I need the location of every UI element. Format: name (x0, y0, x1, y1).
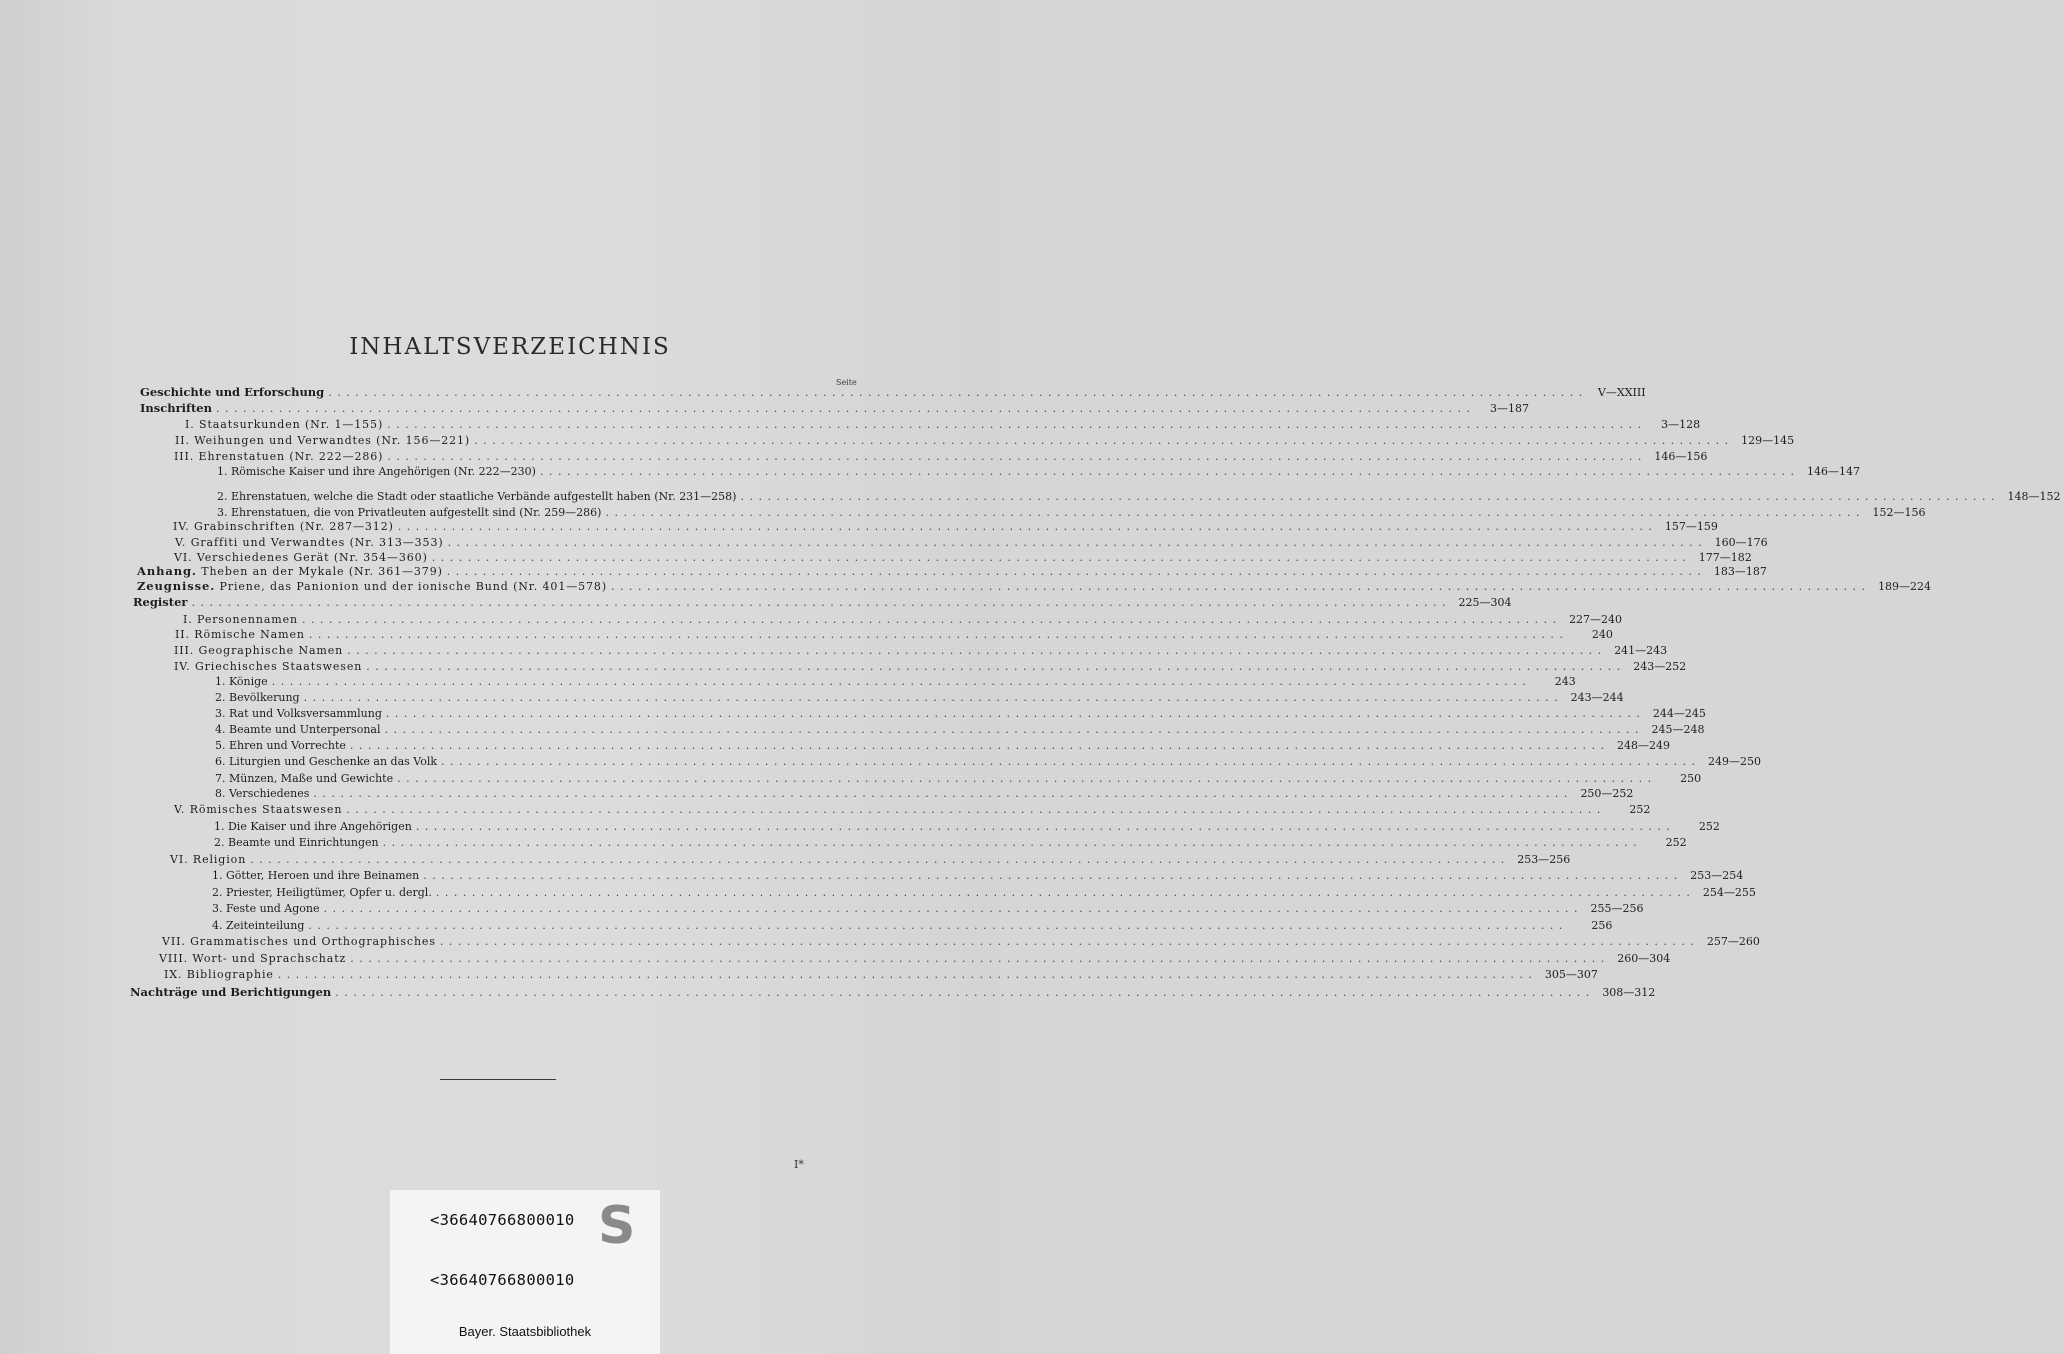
toc-entry-title: IV. Grabinschriften (Nr. 287—312) (173, 520, 394, 533)
dot-leader: ............................................................................................................................................ (350, 952, 1610, 965)
toc-entry (174, 642, 1668, 657)
toc-entry-title: IX. Bibliographie (164, 968, 274, 981)
toc-entry-page: 157—159 (1664, 520, 1718, 533)
toc-entry (215, 770, 1702, 785)
toc-entry-page: 249—250 (1708, 755, 1762, 768)
dot-leader: ............................................................................................................................................ (439, 935, 1700, 948)
toc-entry-title: Register (133, 595, 188, 609)
toc-entry-title: Inschriften (140, 401, 212, 415)
page-title: INHALTSVERZEICHNIS (349, 334, 671, 360)
toc-entry (164, 966, 1598, 981)
toc-entry (170, 851, 1571, 866)
toc-entry-title: 4. Beamte und Unterpersonal (215, 723, 381, 736)
toc-entry (215, 737, 1670, 752)
toc-entry-page: 177—182 (1698, 551, 1752, 564)
toc-entry-title: Zeugnisse. Priene, das Panionion und der ionische Bund (Nr. 401—578) (137, 579, 608, 593)
toc-entry-title: Anhang. Theben an der Mykale (Nr. 361—379) (137, 564, 443, 578)
toc-entry (174, 801, 1651, 816)
toc-entry (174, 658, 1687, 673)
toc-entry (133, 594, 1512, 609)
toc-entry-page: 148—152 (2007, 490, 2061, 503)
dot-leader: ............................................................................................................................................ (397, 772, 1657, 785)
dot-leader: ............................................................................................................................................ (382, 836, 1643, 849)
toc-entry-title: I. Staatsurkunden (Nr. 1—155) (185, 418, 384, 431)
toc-entry-page: 183—187 (1713, 565, 1767, 578)
dot-leader: ............................................................................................................................................ (308, 919, 1568, 932)
dot-leader: ............................................................................................................................................ (215, 402, 1476, 415)
toc-entry-page: 243—244 (1570, 691, 1624, 704)
dot-leader: ............................................................................................................................................ (347, 644, 1607, 657)
toc-entry-title: 1. Könige (215, 675, 268, 688)
toc-entry-title: VI. Verschiedenes Gerät (Nr. 354—360) (174, 551, 428, 564)
toc-entry-title: 7. Münzen, Maße und Gewichte (215, 772, 394, 785)
toc-entry-page: 3—128 (1661, 418, 1701, 431)
toc-entry-page: 146—156 (1654, 450, 1708, 463)
dot-leader: ............................................................................................................................................ (271, 675, 1532, 688)
dot-leader: ............................................................................................................................................ (397, 520, 1658, 533)
dot-leader: ............................................................................................................................................ (385, 707, 1646, 720)
toc-entry (174, 549, 1752, 564)
toc-entry (212, 867, 1744, 882)
toc-entry (214, 834, 1687, 849)
toc-entry (175, 432, 1795, 447)
dot-leader: ............................................................................................................................................ (605, 506, 1866, 519)
dot-leader: ............................................................................................................................................ (446, 565, 1707, 578)
toc-entry (183, 611, 1623, 626)
toc-entry-page: 252 (1698, 820, 1720, 833)
toc-entry-page: 240 (1591, 628, 1613, 641)
dot-leader: ............................................................................................................................................ (447, 536, 1708, 549)
toc-entry-page: 308—312 (1602, 986, 1656, 999)
toc-entry-title: 8. Verschiedenes (215, 787, 310, 800)
toc-entry (215, 721, 1705, 736)
toc-entry (173, 518, 1718, 533)
dot-leader: ............................................................................................................................................ (303, 691, 1564, 704)
toc-entry-page: 248—249 (1616, 739, 1670, 752)
toc-entry-page: 189—224 (1878, 580, 1932, 593)
toc-entry-page: 260—304 (1617, 952, 1671, 965)
toc-entry (140, 384, 1646, 399)
toc-entry-page: 243—252 (1633, 660, 1687, 673)
toc-entry (215, 689, 1624, 704)
page-column-label: Seite (836, 378, 857, 387)
toc-entry-title: 4. Zeiteinteilung (212, 919, 305, 932)
toc-entry (140, 400, 1529, 415)
dot-leader: ............................................................................................................................................ (431, 551, 1692, 564)
toc-entry-page: 256 (1591, 919, 1613, 932)
toc-entry-page: 255—256 (1590, 902, 1644, 915)
toc-entry-page: V—XXIII (1597, 386, 1646, 399)
toc-entry (215, 753, 1762, 768)
toc-entry-title: 1. Die Kaiser und ihre Angehörigen (214, 820, 412, 833)
dot-leader: ............................................................................................................................................ (740, 490, 2001, 503)
toc-entry-title: 6. Liturgien und Geschenke an das Volk (215, 755, 438, 768)
toc-entry-title: 3. Ehrenstatuen, die von Privatleuten aufgestellt sind (Nr. 259—286) (217, 506, 602, 519)
toc-entry-page: 160—176 (1714, 536, 1768, 549)
dot-leader: ............................................................................................................................................ (611, 580, 1871, 593)
toc-entry-title: VII. Grammatisches und Orthographisches (162, 935, 436, 948)
toc-entry-title: I. Personennamen (183, 613, 299, 626)
toc-entry-title: 3. Rat und Volksversammlung (215, 707, 382, 720)
toc-entry (215, 705, 1706, 720)
library-logo: S (598, 1196, 636, 1256)
dot-leader: ............................................................................................................................................ (323, 902, 1584, 915)
toc-entry (137, 578, 1932, 593)
toc-entry-page: 253—254 (1690, 869, 1744, 882)
toc-entry-title: II. Weihungen und Verwandtes (Nr. 156—221) (175, 434, 471, 447)
dot-leader: ............................................................................................................................................ (539, 465, 1800, 478)
toc-entry-title: Geschichte und Erforschung (140, 385, 325, 399)
toc-entry-title: V. Graffiti und Verwandtes (Nr. 313—353) (175, 536, 444, 549)
dot-leader: ............................................................................................................................................ (387, 418, 1647, 431)
dot-leader: ............................................................................................................................................ (349, 739, 1610, 752)
barcode-number: <36640766800010 (430, 1211, 575, 1229)
toc-entry-title: 3. Feste und Agone (212, 902, 320, 915)
toc-entry (174, 448, 1708, 463)
toc-entry (215, 785, 1634, 800)
toc-entry-title: 5. Ehren und Vorrechte (215, 739, 346, 752)
toc-entry-page: 245—248 (1651, 723, 1705, 736)
dot-leader: ............................................................................................................................................ (474, 434, 1734, 447)
toc-entry-title: 2. Beamte und Einrichtungen (214, 836, 379, 849)
dot-leader: ............................................................................................................................................ (335, 986, 1595, 999)
toc-entry (215, 673, 1576, 688)
toc-entry (212, 884, 1756, 899)
toc-entry (212, 900, 1644, 915)
dot-leader: ............................................................................................................................................ (441, 755, 1701, 768)
toc-entry (212, 917, 1613, 932)
dot-leader: ............................................................................................................................................ (302, 613, 1562, 626)
toc-entry-page: 244—245 (1652, 707, 1706, 720)
toc-entry (214, 818, 1720, 833)
toc-entry-page: 241—243 (1614, 644, 1668, 657)
toc-entry (162, 933, 1760, 948)
dot-leader: ............................................................................................................................................ (366, 660, 1626, 673)
toc-entry-title: VIII. Wort- und Sprachschatz (159, 952, 347, 965)
toc-entry (130, 984, 1656, 999)
library-slip (390, 1190, 660, 1354)
toc-entry (217, 463, 1860, 478)
library-name: Bayer. Staatsbibliothek (458, 1324, 592, 1339)
toc-entry-page: 3—187 (1489, 402, 1529, 415)
toc-entry-page: 252 (1665, 836, 1687, 849)
dot-leader: ............................................................................................................................................ (435, 886, 1696, 899)
toc-entry-page: 227—240 (1569, 613, 1623, 626)
toc-entry-title: 1. Götter, Heroen und ihre Beinamen (212, 869, 420, 882)
toc-entry-title: III. Geographische Namen (174, 644, 344, 657)
toc-entry-page: 250—252 (1580, 787, 1634, 800)
dot-leader: ............................................................................................................................................ (313, 787, 1573, 800)
toc-entry-page: 129—145 (1741, 434, 1795, 447)
dot-leader: ............................................................................................................................................ (415, 820, 1676, 833)
toc-entry-title: Nachträge und Berichtigungen (130, 985, 332, 999)
dot-leader: ............................................................................................................................................ (277, 968, 1538, 981)
toc-entry-title: 2. Priester, Heiligtümer, Opfer u. dergl. (212, 886, 432, 899)
toc-entry-title: 2. Ehrenstatuen, welche die Stadt oder staatliche Verbände aufgestellt haben (Nr. 231—258) (217, 490, 737, 503)
toc-entry-page: 250 (1680, 772, 1702, 785)
dot-leader: ............................................................................................................................................ (191, 596, 1451, 609)
dot-leader: ............................................................................................................................................ (384, 723, 1645, 736)
toc-entry-page: 252 (1629, 803, 1651, 816)
dot-leader: ............................................................................................................................................ (250, 853, 1510, 866)
toc-entry-title: V. Römisches Staatswesen (174, 803, 343, 816)
toc-entry-title: IV. Griechisches Staatswesen (174, 660, 363, 673)
toc-entry (159, 950, 1671, 965)
toc-entry (185, 416, 1701, 431)
toc-entry-title: III. Ehrenstatuen (Nr. 222—286) (174, 450, 384, 463)
signature-mark: I* (794, 1158, 804, 1171)
divider-rule (440, 1079, 556, 1080)
toc-entry-page: 225—304 (1458, 596, 1512, 609)
toc-entry-title: 2. Bevölkerung (215, 691, 300, 704)
toc-entry-title: 1. Römische Kaiser und ihre Angehörigen (Nr. 222—230) (217, 465, 536, 478)
toc-entry-title: VI. Religion (170, 853, 247, 866)
toc-entry-page: 254—255 (1702, 886, 1756, 899)
dot-leader: ............................................................................................................................................ (346, 803, 1606, 816)
toc-entry-title: II. Römische Namen (175, 628, 305, 641)
barcode-number: <36640766800010 (430, 1271, 575, 1289)
dot-leader: ............................................................................................................................................ (387, 450, 1647, 463)
toc-entry (217, 504, 1926, 519)
toc-entry (137, 563, 1767, 578)
toc-entry-page: 305—307 (1544, 968, 1598, 981)
dot-leader: ............................................................................................................................................ (423, 869, 1683, 882)
dot-leader: ............................................................................................................................................ (308, 628, 1569, 641)
toc-entry-page: 257—260 (1706, 935, 1760, 948)
toc-entry-page: 243 (1554, 675, 1576, 688)
toc-entry-page: 146—147 (1807, 465, 1860, 478)
toc-entry (175, 534, 1768, 549)
toc-entry-page: 253—256 (1517, 853, 1571, 866)
toc-entry (217, 488, 2061, 503)
dot-leader: ............................................................................................................................................ (328, 386, 1588, 399)
toc-entry (175, 626, 1613, 641)
toc-entry-page: 152—156 (1872, 506, 1926, 519)
